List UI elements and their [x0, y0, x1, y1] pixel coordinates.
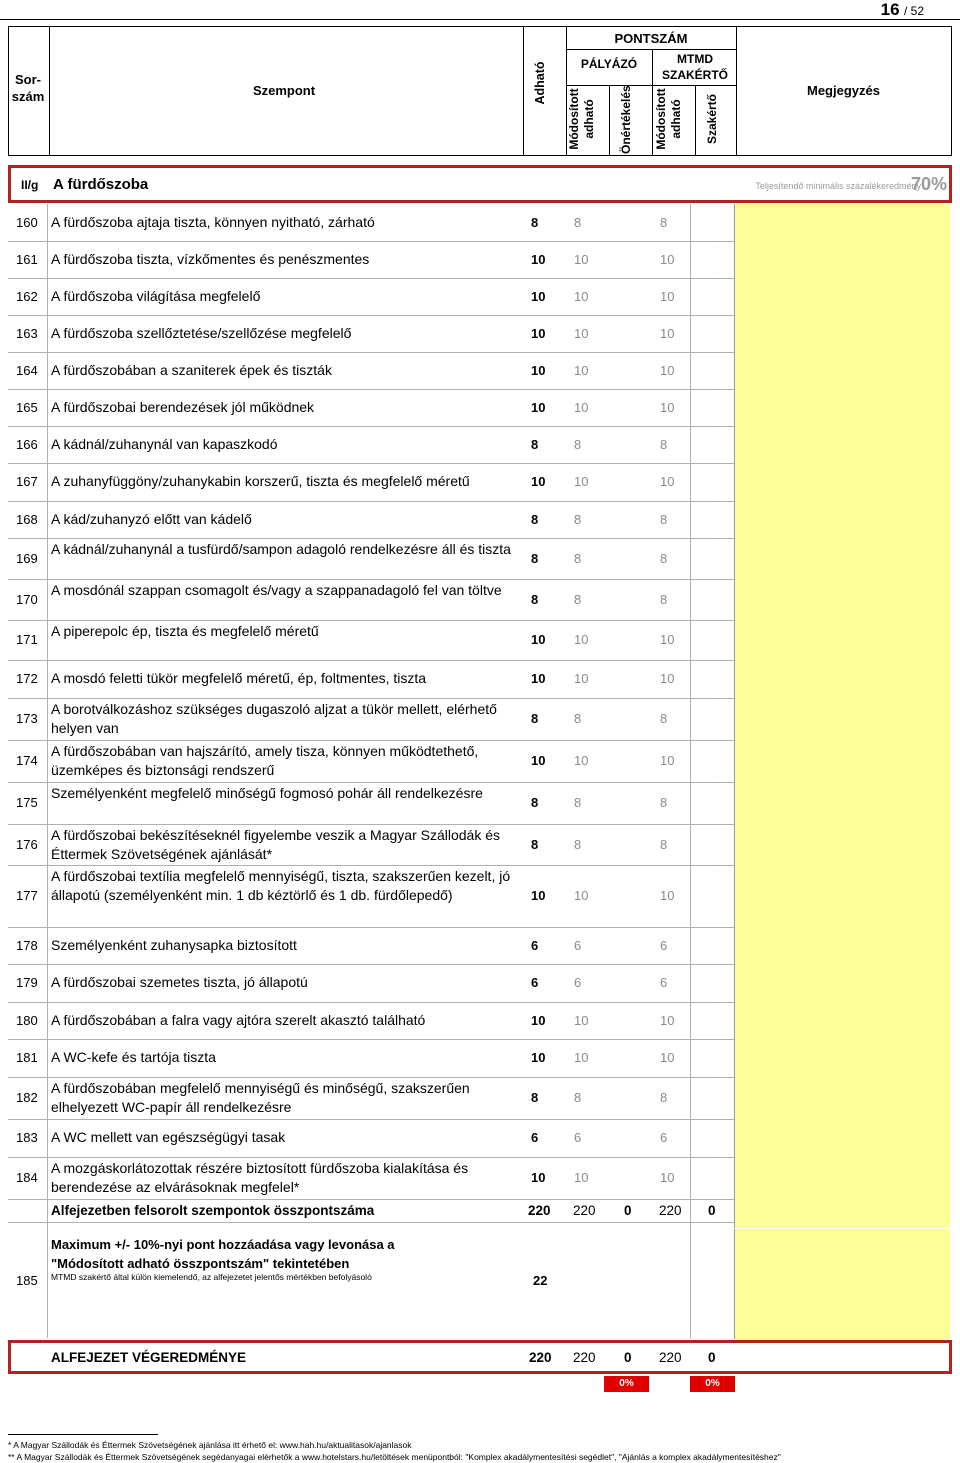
- row-number: 167: [16, 474, 38, 489]
- row-criterion: A zuhanyfüggöny/zuhanykabin korszerű, tiszta és megfelelő méretű: [51, 473, 470, 489]
- row-criterion: A borotválkozáshoz szükséges dugaszoló aljzat a tükör mellett, elérhető helyen van: [51, 701, 497, 736]
- row-adhato: 8: [531, 437, 539, 452]
- table-row: [8, 463, 952, 501]
- table-row: [8, 740, 952, 782]
- row-criterion: A fürdőszobában a falra vagy ajtóra szerelt akasztó található: [51, 1012, 426, 1028]
- summary-onertekeles: 0: [624, 1203, 632, 1218]
- row-modositott-adhato-mtmd: 8: [660, 837, 668, 852]
- row-number: 160: [16, 215, 38, 230]
- table-row: [8, 964, 952, 1002]
- row-number: 183: [16, 1130, 38, 1145]
- row-adhato: 10: [531, 671, 546, 686]
- row-criterion: A WC-kefe és tartója tiszta: [51, 1049, 216, 1065]
- row-modositott-adhato: 10: [574, 400, 589, 415]
- section-title: A fürdőszoba: [53, 176, 149, 193]
- row-modositott-adhato-mtmd: 8: [660, 592, 668, 607]
- row-number: 181: [16, 1050, 38, 1065]
- row-modositott-adhato: 8: [574, 592, 582, 607]
- row-modositott-adhato-mtmd: 10: [660, 1170, 675, 1185]
- row-modositott-adhato: 10: [574, 888, 589, 903]
- row-modositott-adhato: 8: [574, 215, 582, 230]
- row-number: 164: [16, 363, 38, 378]
- top-rule: [0, 19, 960, 20]
- header-megjegyzes: Megjegyzés: [807, 83, 880, 98]
- row-number: 170: [16, 592, 38, 607]
- row-modositott-adhato-mtmd: 10: [660, 671, 675, 686]
- table-row: [8, 1157, 952, 1199]
- section-header: [8, 165, 952, 203]
- row-criterion: A kád/zuhanyzó előtt van kádelő: [51, 511, 252, 527]
- row-adhato: 8: [531, 592, 539, 607]
- row-adhato: 8: [531, 711, 539, 726]
- row-modositott-adhato: 10: [574, 289, 589, 304]
- footnote-2: ** A Magyar Szállodák és Éttermek Szövetségének segédanyagai elérhetők a www.hotelstars.hu/letöltések menüpontból: "Komplex akadálymentesítési segédlet", "Ajánlás a komplex akadálymentesítéshez": [8, 1452, 781, 1462]
- table-row: [8, 389, 952, 426]
- row-modositott-adhato-mtmd: 10: [660, 888, 675, 903]
- row-modositott-adhato-mtmd: 10: [660, 400, 675, 415]
- row-criterion: Személyenként zuhanysapka biztosított: [51, 937, 297, 953]
- row-criterion: A mosdónál szappan csomagolt és/vagy a szappanadagoló fel van töltve: [51, 582, 502, 598]
- row-modositott-adhato-mtmd: 10: [660, 1050, 675, 1065]
- row-modositott-adhato: 8: [574, 795, 582, 810]
- summary-modositott-mtmd: 220: [659, 1203, 682, 1218]
- table-header: [8, 26, 952, 156]
- row-modositott-adhato: 10: [574, 1013, 589, 1028]
- row-adhato: 8: [531, 837, 539, 852]
- row-adhato: 10: [531, 400, 546, 415]
- row-modositott-adhato-mtmd: 6: [660, 975, 668, 990]
- row-modositott-adhato-mtmd: 10: [660, 1013, 675, 1028]
- row-modositott-adhato-mtmd: 8: [660, 512, 668, 527]
- table-row: [8, 1119, 952, 1157]
- row-criterion: A fürdőszobai bekészítéseknél figyelembe veszik a Magyar Szállodák és Éttermek Szövetségének ajánlását*: [51, 827, 501, 862]
- summary-label: Alfejezetben felsorolt szempontok összpontszáma: [51, 1203, 375, 1218]
- row-number: 179: [16, 975, 38, 990]
- page-current: 16: [880, 0, 900, 19]
- final-adhato: 220: [529, 1350, 552, 1365]
- row-modositott-adhato-mtmd: 10: [660, 474, 675, 489]
- table-row: [8, 538, 952, 579]
- row-divider: [8, 1199, 734, 1200]
- page-number: [881, 0, 924, 20]
- header-szakerto: Szakértő: [705, 93, 719, 145]
- row-number: 184: [16, 1170, 38, 1185]
- row-number: 178: [16, 938, 38, 953]
- final-onertekeles: 0: [624, 1350, 632, 1365]
- header-szempont: Szempont: [252, 83, 316, 98]
- row-modositott-adhato-mtmd: 8: [660, 551, 668, 566]
- row-modositott-adhato-mtmd: 10: [660, 632, 675, 647]
- row-number: 171: [16, 632, 38, 647]
- table-row: [8, 1039, 952, 1077]
- row-number: 163: [16, 326, 38, 341]
- header-onertekeles: Önértékelés: [619, 85, 633, 154]
- row-criterion: A mozgáskorlátozottak részére biztosított fürdőszoba kialakítása és berendezése az elvárásoknak megfelel*: [51, 1160, 469, 1195]
- table-row: [8, 782, 952, 824]
- header-adhato: Adható: [533, 61, 547, 105]
- row-adhato: 10: [531, 474, 546, 489]
- table-row: [8, 352, 952, 389]
- row-modositott-adhato: 8: [574, 837, 582, 852]
- row-modositott-adhato-mtmd: 8: [660, 1090, 668, 1105]
- row-number: 161: [16, 252, 38, 267]
- table-row: [8, 698, 952, 740]
- table-row: [8, 620, 952, 660]
- row-modositott-adhato: 8: [574, 551, 582, 566]
- row-modositott-adhato: 10: [574, 1170, 589, 1185]
- row-modositott-adhato: 6: [574, 938, 582, 953]
- row-number: 173: [16, 711, 38, 726]
- row-adhato: 10: [531, 252, 546, 267]
- row-adhato: 6: [531, 975, 539, 990]
- row-modositott-adhato: 8: [574, 512, 582, 527]
- summary-szakerto: 0: [708, 1203, 716, 1218]
- row-adhato: 8: [531, 215, 539, 230]
- row-criterion: A WC mellett van egészségügyi tasak: [51, 1129, 286, 1145]
- row-adhato: 8: [531, 1090, 539, 1105]
- row-modositott-adhato: 6: [574, 1130, 582, 1145]
- table-row: [8, 927, 952, 964]
- header-sorszam: Sor- szám: [11, 72, 45, 104]
- row-adhato: 10: [531, 1170, 546, 1185]
- row-adhato: 10: [531, 632, 546, 647]
- table-row: [8, 426, 952, 463]
- row-modositott-adhato-mtmd: 8: [660, 437, 668, 452]
- row-criterion: A fürdőszobában van hajszárító, amely tisza, könnyen működtethető, üzemképes és biztonsági rendszerű: [51, 743, 479, 778]
- section-code: II/g: [21, 178, 39, 192]
- row-adhato: 6: [531, 938, 539, 953]
- row-modositott-adhato-mtmd: 6: [660, 1130, 668, 1145]
- summary-modositott: 220: [573, 1203, 596, 1218]
- final-modositott-mtmd: 220: [659, 1350, 682, 1365]
- row-number: 169: [16, 551, 38, 566]
- row-number: 168: [16, 512, 38, 527]
- row-criterion: A fürdőszoba világítása megfelelő: [51, 288, 261, 304]
- row-modositott-adhato: 10: [574, 1050, 589, 1065]
- table-row: [8, 865, 952, 927]
- final-label: ALFEJEZET VÉGEREDMÉNYE: [51, 1350, 247, 1365]
- table-row: [8, 278, 952, 315]
- row-modositott-adhato-mtmd: 10: [660, 326, 675, 341]
- final-szakerto: 0: [708, 1350, 716, 1365]
- summary-adhato: 220: [528, 1203, 551, 1218]
- row-number: 180: [16, 1013, 38, 1028]
- row-number: 177: [16, 888, 38, 903]
- final-result-row: [8, 1340, 952, 1374]
- row-modositott-adhato-mtmd: 10: [660, 363, 675, 378]
- row-number: 162: [16, 289, 38, 304]
- row-modositott-adhato-mtmd: 8: [660, 711, 668, 726]
- row-185: [8, 1229, 734, 1339]
- table-row: [8, 660, 952, 698]
- table-row: [8, 579, 952, 620]
- final-modositott: 220: [573, 1350, 596, 1365]
- row-number: 172: [16, 671, 38, 686]
- page-total: / 52: [903, 4, 924, 18]
- table-row: [8, 204, 952, 241]
- row-modositott-adhato-mtmd: 10: [660, 289, 675, 304]
- row-modositott-adhato: 10: [574, 326, 589, 341]
- row-adhato: 8: [531, 551, 539, 566]
- row-adhato: 10: [531, 363, 546, 378]
- row-criterion: A fürdőszoba tiszta, vízkőmentes és penészmentes: [51, 251, 370, 267]
- comment-column-185[interactable]: [734, 1229, 950, 1339]
- row-adhato: 8: [531, 512, 539, 527]
- row-modositott-adhato: 8: [574, 711, 582, 726]
- header-palyazo: PÁLYÁZÓ: [580, 57, 638, 71]
- table-row: [8, 501, 952, 538]
- row-adhato: 10: [531, 289, 546, 304]
- row-number: 165: [16, 400, 38, 415]
- table-row: [8, 1002, 952, 1039]
- row-criterion: A fürdőszobai berendezések jól működnek: [51, 399, 315, 415]
- row-criterion: A fürdőszobában a szaniterek épek és tiszták: [51, 362, 332, 378]
- row-modositott-adhato: 10: [574, 671, 589, 686]
- row-criterion: A fürdőszoba szellőztetése/szellőzése megfelelő: [51, 325, 352, 341]
- row-criterion: A fürdőszobában megfelelő mennyiségű és minőségű, szakszerűen elhelyezett WC-papír áll rendelkezésre: [51, 1080, 470, 1115]
- header-pontszam: PONTSZÁM: [614, 31, 688, 46]
- section-min-note: Teljesítendő minimális százalékeredmény: [755, 181, 921, 191]
- row-criterion: A fürdőszobai szemetes tiszta, jó állapotú: [51, 974, 308, 990]
- final-pct-palyazo: 0%: [604, 1376, 649, 1392]
- row-modositott-adhato: 6: [574, 975, 582, 990]
- row-185-value: 22: [533, 1273, 548, 1288]
- row-modositott-adhato-mtmd: 10: [660, 252, 675, 267]
- row-modositott-adhato: 10: [574, 753, 589, 768]
- row-adhato: 10: [531, 1013, 546, 1028]
- row-adhato: 10: [531, 326, 546, 341]
- row-criterion: A piperepolc ép, tiszta és megfelelő méretű: [51, 623, 319, 639]
- row-adhato: 10: [531, 1050, 546, 1065]
- header-mtmd-szakerto: MTMD SZAKÉRTŐ: [662, 52, 728, 82]
- row-adhato: 6: [531, 1130, 539, 1145]
- row-criterion: A kádnál/zuhanynál a tusfürdő/sampon adagoló rendelkezésre áll és tiszta: [51, 541, 511, 557]
- row-modositott-adhato: 8: [574, 1090, 582, 1105]
- table-row: [8, 241, 952, 278]
- row-criterion: Személyenként megfelelő minőségű fogmosó pohár áll rendelkezésre: [51, 785, 483, 801]
- header-modositott-adhato-mtmd: Módosított adható: [654, 88, 683, 150]
- row-adhato: 8: [531, 795, 539, 810]
- footnote-1: * A Magyar Szállodák és Éttermek Szövetségének ajánlása itt érhető el: www.hah.hu/aktualitasok/ajanlasok: [8, 1440, 412, 1450]
- row-185-num: 185: [16, 1273, 38, 1288]
- table-row: [8, 315, 952, 352]
- row-criterion: A fürdőszoba ajtaja tiszta, könnyen nyitható, zárható: [51, 214, 375, 230]
- row-185-note: MTMD szakértő által külön kiemelendő, az alfejezetet jelentős mértékben befolyásoló: [51, 1272, 372, 1282]
- row-number: 175: [16, 795, 38, 810]
- row-modositott-adhato: 10: [574, 632, 589, 647]
- header-modositott-adhato-palyazo: Módosított adható: [567, 88, 596, 150]
- row-185-text: Maximum +/- 10%-nyi pont hozzáadása vagy levonása a "Módosított adható összpontszám" tekintetében: [51, 1237, 395, 1271]
- row-number: 174: [16, 753, 38, 768]
- row-criterion: A mosdó feletti tükör megfelelő méretű, ép, foltmentes, tiszta: [51, 670, 427, 686]
- row-modositott-adhato: 10: [574, 474, 589, 489]
- row-modositott-adhato-mtmd: 8: [660, 795, 668, 810]
- final-pct-mtmd: 0%: [690, 1376, 735, 1392]
- row-modositott-adhato: 10: [574, 363, 589, 378]
- row-modositott-adhato: 8: [574, 437, 582, 452]
- row-number: 182: [16, 1090, 38, 1105]
- row-criterion: A fürdőszobai textília megfelelő mennyiségű, tiszta, szakszerűen kezelt, jó állapotú (személyenként min. 1 db kéztörlő és 1 db. fürdőlepedő): [51, 868, 511, 903]
- row-modositott-adhato-mtmd: 10: [660, 753, 675, 768]
- row-number: 176: [16, 837, 38, 852]
- row-modositott-adhato: 10: [574, 252, 589, 267]
- row-criterion: A kádnál/zuhanynál van kapaszkodó: [51, 436, 278, 452]
- row-modositott-adhato-mtmd: 6: [660, 938, 668, 953]
- table-row: [8, 1077, 952, 1119]
- row-adhato: 10: [531, 888, 546, 903]
- row-adhato: 10: [531, 753, 546, 768]
- table-row: [8, 824, 952, 865]
- row-number: 166: [16, 437, 38, 452]
- row-modositott-adhato-mtmd: 8: [660, 215, 668, 230]
- section-min-pct: 70%: [910, 174, 947, 194]
